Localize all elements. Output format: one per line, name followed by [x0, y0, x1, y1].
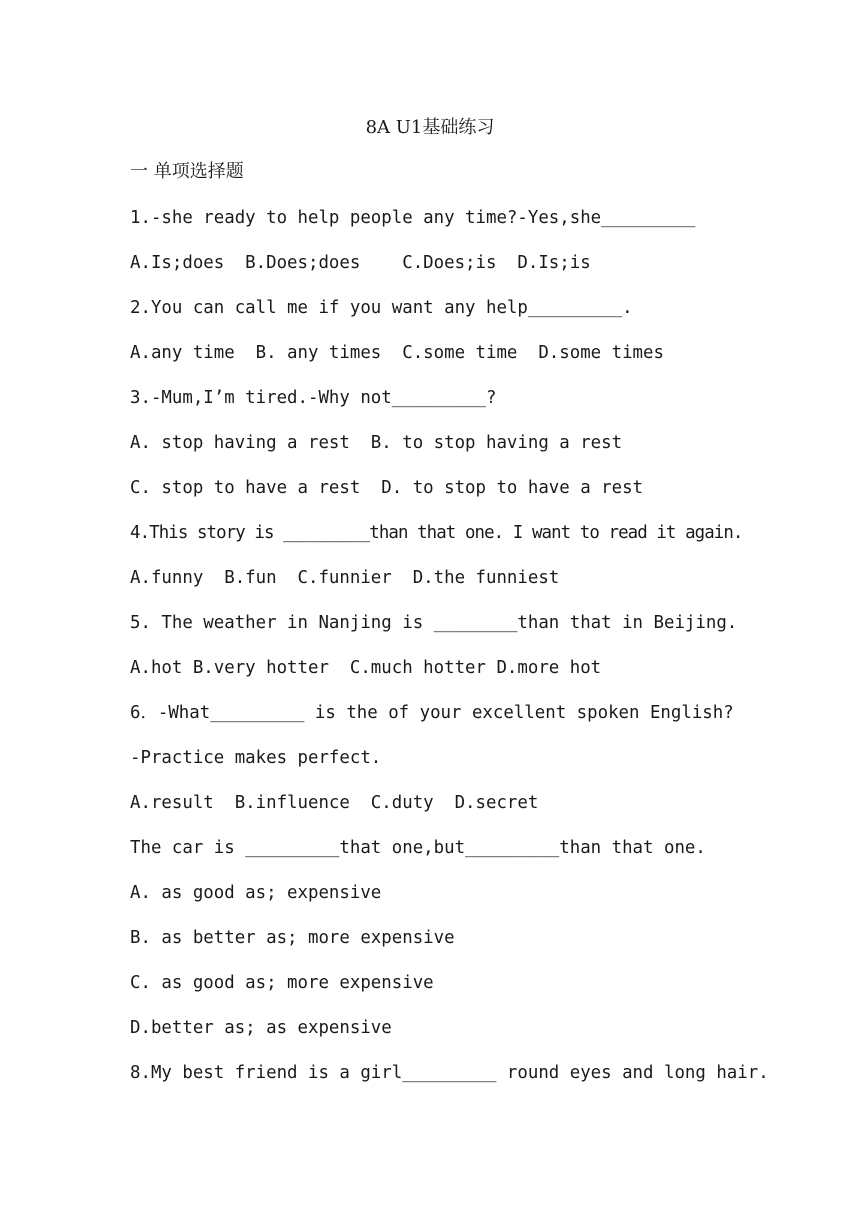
question-5-options: A.hot B.very hotter C.much hotter D.more hot	[130, 658, 602, 678]
question-1: 1.-she ready to help people any time?-Yes,she_________	[130, 208, 696, 228]
page-title: 8A U1基础练习	[365, 117, 495, 138]
question-4: 4.This story is _________than that one. I want to read it again.	[130, 523, 743, 543]
question-3: 3.-Mum,I’m tired.-Why not_________?	[130, 388, 497, 408]
question-7-option-b: B. as better as; more expensive	[130, 928, 455, 948]
question-8: 8.My best friend is a girl_________ round eyes and long hair.	[130, 1063, 769, 1083]
question-6-options: A.result B.influence C.duty D.secret	[130, 793, 539, 813]
question-4-options: A.funny B.fun C.funnier D.the funniest	[130, 568, 560, 588]
question-5: 5. The weather in Nanjing is ________than that in Beijing.	[130, 613, 738, 633]
question-7-option-a: A. as good as; expensive	[130, 883, 382, 903]
question-6: 6．-What_________ is the of your excellent spoken English?	[130, 703, 734, 723]
section-heading: 一 单项选择题	[130, 161, 244, 182]
question-7-option-c: C. as good as; more expensive	[130, 973, 434, 993]
question-2: 2.You can call me if you want any help_________.	[130, 298, 633, 318]
question-3-options-cd: C. stop to have a rest D. to stop to have a rest	[130, 478, 644, 498]
question-3-options-ab: A. stop having a rest B. to stop having a rest	[130, 433, 623, 453]
question-1-options: A.Is;does B.Does;does C.Does;is D.Is;is	[130, 253, 591, 273]
question-7: The car is _________that one,but_________than that one.	[130, 838, 706, 858]
question-7-option-d: D.better as; as expensive	[130, 1018, 392, 1038]
question-6-answer-line: -Practice makes perfect.	[130, 748, 382, 768]
question-2-options: A.any time B. any times C.some time D.some times	[130, 343, 664, 363]
